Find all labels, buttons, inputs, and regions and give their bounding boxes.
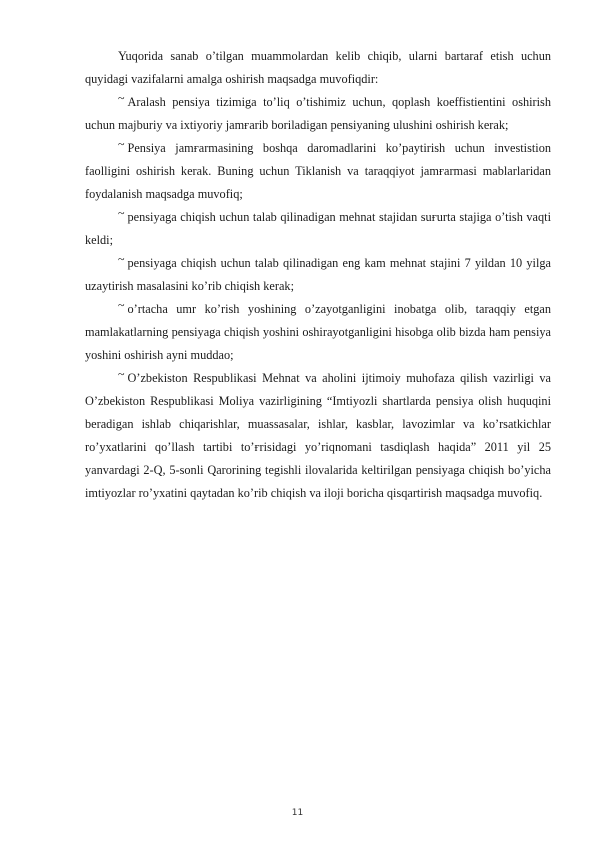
tilde-bullet-icon: ~	[118, 298, 125, 312]
tilde-bullet-icon: ~	[118, 91, 125, 105]
list-item	[85, 367, 551, 505]
tilde-bullet-icon: ~	[118, 252, 125, 266]
list-item-text: pensiyaga chiqish uchun talab qilinadigan eng kam mehnat stajini 7 yildan 10 yilga uzaytirish masalasini ko’rib chiqish kerak;	[85, 256, 551, 293]
tilde-bullet-icon: ~	[118, 367, 125, 381]
body-text	[85, 45, 551, 505]
tilde-bullet-icon: ~	[118, 206, 125, 220]
list-item	[85, 252, 551, 298]
list-item	[85, 91, 551, 137]
list-item-text: Aralash pensiya tizimiga to’liq o’tishimiz uchun, qoplash koeffistientini oshirish uchun majburiy va ixtiyoriy jamғarib boriladigan pensiyaning ulushini oshirish kerak;	[85, 95, 551, 132]
list-item	[85, 206, 551, 252]
list-item	[85, 137, 551, 206]
page-number: 11	[291, 808, 304, 818]
intro-paragraph: Yuqorida sanab o’tilgan muammolardan kelib chiqib, ularni bartaraf etish uchun quyidagi vazifalarni amalga oshirish maqsadga muvofiqdir:	[85, 49, 551, 86]
tilde-bullet-icon: ~	[118, 137, 125, 151]
list-item	[85, 298, 551, 367]
list-item-text: O’zbekiston Respublikasi Mehnat va aholini ijtimoiy muhofaza qilish vazirligi va O’zbekiston Respublikasi Moliya vazirligining “Imtiyozli shartlarda pensiya olish huquqini beradigan ishlab chiqarishlar, muassasalar, ishlar, kasblar, lavozimlar va ko’rsatkichlar ro’yxatlarini qo’llash tartibi to’ғrisidagi yo’riqnomani tasdiqlash haqida” 2011 yil 25 yanvardagi 2-Q, 5-sonli Qarorining tegishli ilovalarida keltirilgan pensiyaga chiqish bo’yicha imtiyozlar ro’yxatini qaytadan ko’rib chiqish va iloji boricha qisqartirish maqsadga muvofiq.	[85, 371, 551, 500]
list-item-text: Pensiya jamғarmasining boshqa daromadlarini ko’paytirish uchun investistion faolligini oshirish kerak. Buning uchun Tiklanish va taraqqiyot jamғarmasi mablarlaridan foydalanish maqsadga muvofiq;	[85, 141, 551, 201]
list-item-text: o’rtacha umr ko’rish yoshining o’zayotganligini inobatga olib, taraqqiy etgan mamlakatlarning pensiyaga chiqish yoshini oshirayotganligini hisobga olib bizda ham pensiya yoshini oshirish ayni muddao;	[85, 302, 551, 362]
list-item-text: pensiyaga chiqish uchun talab qilinadigan mehnat stajidan suғurta stajiga o’tish vaqti keldi;	[85, 210, 551, 247]
